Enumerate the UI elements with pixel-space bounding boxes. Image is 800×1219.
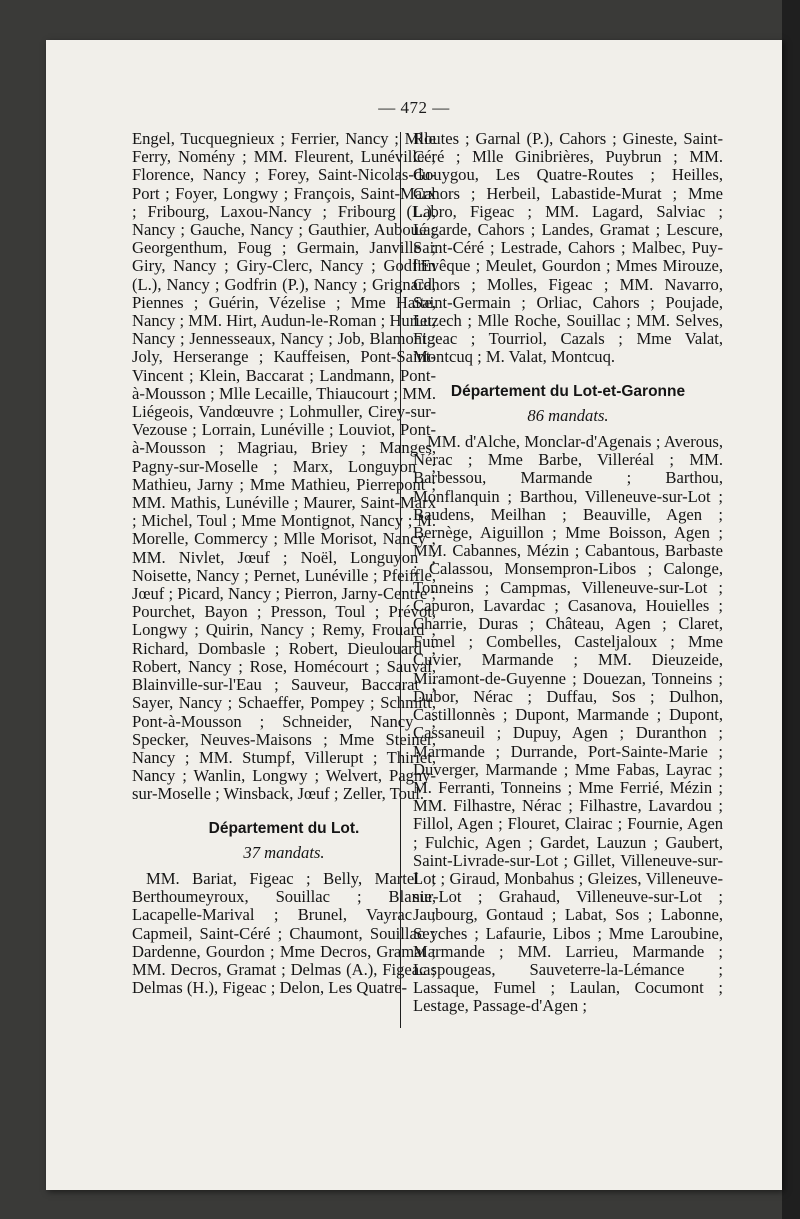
column-divider bbox=[400, 132, 401, 1028]
page-number: — 472 — bbox=[378, 98, 450, 117]
left-paragraph-1: Engel, Tucquegnieux ; Ferrier, Nancy ; Mlle Ferry, Nomény ; MM. Fleurent, Lunéville ; Florence, Nancy ; Forey, Saint-Nicolas-du-Port ; Foyer, Longwy ; François, Saint-Marx ; Fribourg, Laxou-Nancy ; Fribourg (L.), Nancy ; Gauche, Nancy ; Gauthier, Auboué ; Georgenthum, Foug ; Germain, Janville ; Giry, Nancy ; Giry-Clerc, Nancy ; Godfrin (L.), Nancy ; Godfrin (P.), Nancy ; Grignard, Piennes ; Guérin, Vézelise ; Mme Haite, Nancy ; MM. Hirt, Audun-le-Roman ; Huriet, Nancy ; Jennesseaux, Nancy ; Job, Blamont ; Joly, Herserange ; Kauffeisen, Pont-Saint-Vincent ; Klein, Baccarat ; Landmann, Pont-à-Mousson ; Mlle Lecaille, Thiaucourt ; MM. Liégeois, Vandœuvre ; Lohmuller, Cirey-sur-Vezouse ; Lorrain, Lunéville ; Louviot, Pont-à-Mousson ; Magriau, Briey ; Manges, Pagny-sur-Moselle ; Marx, Longuyon ; Mathieu, Jarny ; Mme Mathieu, Pierrepont ; MM. Mathis, Lunéville ; Maurer, Saint-Marx ; Michel, Toul ; Mme Montignot, Nancy ; M. Morelle, Commercy ; Mlle Morisot, Nancy ; MM. Nivlet, Jœuf ; Noël, Longuyon ; Noisette, Nancy ; Pernet, Lunéville ; Pfeiffle, Jœuf ; Picard, Nancy ; Pierron, Jarny-Centre ; Pourchet, Bayon ; Presson, Toul ; Prévot, Longwy ; Quirin, Nancy ; Remy, Frouard ; Richard, Dombasle ; Robert, Dieulouard ; Robert, Nancy ; Rose, Homécourt ; Sauval, Blainville-sur-l'Eau ; Sauveur, Baccarat ; Sayer, Nancy ; Schaeffer, Pompey ; Schmitt, Pont-à-Mousson ; Schneider, Nancy ; Specker, Neuves-Maisons ; Mme Steiner, Nancy ; MM. Stumpf, Villerupt ; Thiriet, Nancy ; Wanlin, Longwy ; Welvert, Pagny-sur-Moselle ; Winsback, Jœuf ; Zeller, Toul. bbox=[132, 129, 436, 804]
document-page bbox=[46, 40, 782, 1190]
scan-edge bbox=[782, 0, 800, 1219]
left-column bbox=[132, 130, 436, 997]
dept-mandates-lot-et-garonne: 86 mandats. bbox=[527, 405, 609, 425]
dept-title-lot-et-garonne: Département du Lot-et-Garonne bbox=[450, 382, 686, 400]
dept-mandates-lot: 37 mandats. bbox=[243, 842, 325, 862]
dept-title-lot: Département du Lot. bbox=[208, 819, 360, 837]
right-paragraph-1: Routes ; Garnal (P.), Cahors ; Gineste, Saint-Céré ; Mlle Ginibrières, Puybrun ; MM. Gouygou, Les Quatre-Routes ; Heilles, Cahors ; Herbeil, Labastide-Murat ; Mme Labro, Figeac ; MM. Lagard, Salviac ; Lagarde, Cahors ; Landes, Gramat ; Lescure, Saint-Céré ; Lestrade, Cahors ; Malbec, Puy-l'Evêque ; Meulet, Gourdon ; Mmes Mirouze, Cahors ; Molles, Figeac ; MM. Navarro, Saint-Germain ; Orliac, Cahors ; Poujade, Luzech ; Mlle Roche, Souillac ; MM. Selves, Figeac ; Tourriol, Cazals ; Mme Valat, Montcuq ; M. Valat, Montcuq. bbox=[413, 129, 723, 367]
right-column bbox=[413, 130, 723, 1016]
left-paragraph-2: MM. Bariat, Figeac ; Belly, Martel ; Berthoumeyroux, Souillac ; Blanie, Lacapelle-Marival ; Brunel, Vayrac ; Capmeil, Saint-Céré ; Chaumont, Souillac ; Dardenne, Gourdon ; Mme Decros, Gramat ; MM. Decros, Gramat ; Delmas (A.), Figeac ; Delmas (H.), Figeac ; Delon, Les Quatre- bbox=[132, 868, 436, 998]
right-paragraph-2: MM. d'Alche, Monclar-d'Agenais ; Averous, Nérac ; Mme Barbe, Villeréal ; MM. Barbessou, Marmande ; Barthou, Monflanquin ; Barthou, Villeneuve-sur-Lot ; Baudens, Meilhan ; Beauville, Agen ; Bernège, Aiguillon ; Mme Boisson, Agen ; MM. Cabannes, Mézin ; Cabantous, Barbaste ; Calassou, Monsempron-Libos ; Calonge, Tonneins ; Campmas, Villeneuve-sur-Lot ; Capuron, Lavardac ; Casanova, Houielles ; Charrie, Duras ; Château, Agen ; Claret, Fumel ; Combelles, Casteljaloux ; Mme Cuvier, Marmande ; MM. Dieuzeide, Miramont-de-Guyenne ; Douezan, Tonneins ; Dubor, Nérac ; Duffau, Sos ; Dulhon, Castillonnès ; Dupont, Marmande ; Dupont, Cassaneuil ; Dupuy, Agen ; Duranthon ; Marmande ; Durrande, Port-Sainte-Marie ; Duverger, Marmande ; Mme Fabas, Layrac ; M. Ferranti, Tonneins ; Mme Ferrié, Mézin ; MM. Filhastre, Nérac ; Filhastre, Lavardou ; Fillol, Agen ; Flouret, Clairac ; Fournie, Agen ; Fulchic, Agen ; Gardet, Lauzun ; Gaubert, Saint-Livrade-sur-Lot ; Gillet, Villeneuve-sur-Lot ; Giraud, Monbahus ; Gleizes, Villeneuve-sur-Lot ; Grahaud, Villeneuve-sur-Lot ; Jaubourg, Gontaud ; Labat, Sos ; Labonne, Seyches ; Lafaurie, Libos ; Mme Laroubine, Marmande ; MM. Larrieu, Marmande ; Laspougeas, Sauveterre-la-Lémance ; Lassaque, Fumel ; Laulan, Cocumont ; Lestage, Passage-d'Agen ; bbox=[413, 432, 723, 1016]
